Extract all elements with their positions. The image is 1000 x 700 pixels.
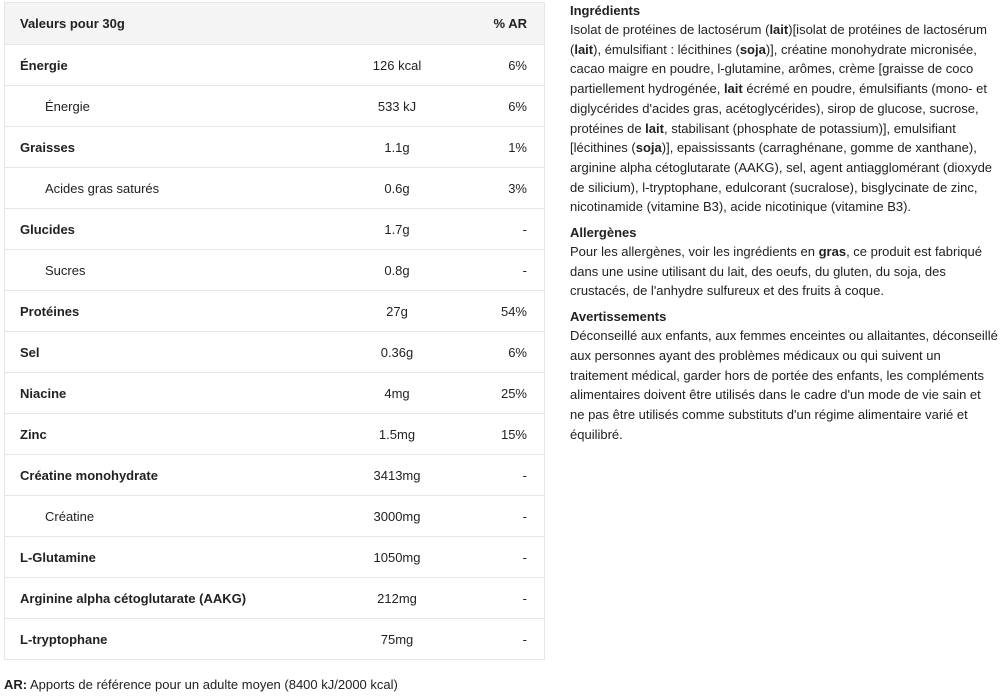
nutrient-name: L-tryptophane [5, 619, 335, 660]
text-segment: , ce produit est fabriqué dans une usine utilisant du lait, des oeufs, du gluten, du soja, des crustacés, de l'anhydre sulfureux et des fruits à coque. [570, 244, 982, 299]
nutrition-table-panel [4, 2, 544, 660]
table-row [5, 332, 545, 373]
table-row [5, 619, 545, 660]
text-segment: , stabilisant (phosphate de potassium)], emulsifiant [lécithines ( [570, 120, 956, 156]
table-row [5, 537, 545, 578]
nutrient-name: Glucides [5, 209, 335, 250]
text-segment: ), émulsifiant : lécithines ( [593, 41, 740, 57]
nutrient-name: Sel [5, 332, 335, 373]
nutrient-name: Énergie [5, 86, 335, 127]
nutrient-name: Sucres [5, 250, 335, 291]
text-segment: )], epaississants (carraghénane, gomme de xanthane), arginine alpha cétoglutarate (AAKG), sel, agent antiagglomérant (dioxyde de silicium), l-tryptophane, edulcorant (sucralose), bisglycinate de zinc, nicotinamide (vitamine B3), acide nicotinique (vitamine B3). [570, 140, 993, 215]
text-segment: )], créatine monohydrate micronisée, cacao maigre en poudre, l-glutamine, arômes, crème [graisse de coco partiellement hydrogénée, [570, 41, 977, 97]
nutrient-ar-percent: 3% [460, 168, 545, 209]
table-row [5, 127, 545, 168]
header-quantity [335, 3, 460, 45]
nutrient-ar-percent: 15% [460, 414, 545, 455]
allergen-highlight: lait [769, 22, 789, 37]
nutrient-quantity: 1.1g [335, 127, 460, 168]
table-row [5, 209, 545, 250]
nutrient-quantity: 533 kJ [335, 86, 460, 127]
text-segment: Isolat de protéines de lactosérum ( [570, 22, 770, 37]
nutrient-ar-percent: 6% [460, 45, 545, 86]
table-row [5, 578, 545, 619]
nutrient-ar-percent: - [460, 578, 545, 619]
allergen-highlight: lait [645, 120, 664, 136]
nutrient-ar-percent: - [460, 455, 545, 496]
table-row [5, 250, 545, 291]
table-row [5, 45, 545, 86]
nutrient-name: L-Glutamine [5, 537, 335, 578]
table-row [5, 168, 545, 209]
allergen-highlight: soja [635, 140, 662, 156]
nutrient-ar-percent: 6% [460, 332, 545, 373]
section-text [570, 242, 998, 301]
product-info-panel [570, 3, 998, 452]
nutrition-table-body [5, 45, 545, 660]
table-row [5, 291, 545, 332]
table-row [5, 455, 545, 496]
text-segment: )[isolat de protéines de lactosérum ( [570, 22, 987, 57]
nutrient-ar-percent: 1% [460, 127, 545, 168]
nutrient-name: Zinc [5, 414, 335, 455]
section-title: Avertissements [570, 309, 667, 325]
text-segment: écrémé en poudre, émulsifiants (mono- et diglycérides d'acides gras, acétoglycérides), sirop de glucose, sucrose, protéines de [570, 81, 987, 136]
allergen-highlight: gras [818, 244, 847, 260]
section-text [570, 326, 998, 444]
table-row [5, 86, 545, 127]
nutrient-name: Protéines [5, 291, 335, 332]
table-row [5, 414, 545, 455]
nutrient-name: Arginine alpha cétoglutarate (AAKG) [5, 578, 335, 619]
nutrient-ar-percent: - [460, 209, 545, 250]
footnote-text: Apports de référence pour un adulte moyen (8400 kJ/2000 kcal) [27, 677, 398, 692]
nutrient-name: Graisses [5, 127, 335, 168]
section-title: Allergènes [570, 225, 637, 241]
nutrient-quantity: 1.5mg [335, 414, 460, 455]
nutrient-ar-percent: - [460, 250, 545, 291]
section-text [570, 20, 998, 217]
nutrient-quantity: 0.8g [335, 250, 460, 291]
nutrient-quantity: 1.7g [335, 209, 460, 250]
nutrient-quantity: 212mg [335, 578, 460, 619]
text-segment: Déconseillé aux enfants, aux femmes enceintes ou allaitantes, déconseillé aux personnes ayant des problèmes médicaux ou qui suivent un traitement médical, garder hors de portée des enfants, les compléments alimentaires doivent être utilisés dans le cadre d'un mode de vie sain et ne pas être utilisés comme substituts d'un régime alimentaire varié et équilibré. [570, 328, 998, 442]
nutrient-name: Créatine monohydrate [5, 455, 335, 496]
ar-footnote [4, 677, 398, 692]
nutrient-ar-percent: - [460, 537, 545, 578]
nutrient-ar-percent: - [460, 619, 545, 660]
table-header-row [5, 3, 545, 45]
allergen-highlight: lait [723, 81, 743, 97]
nutrient-quantity: 4mg [335, 373, 460, 414]
nutrient-name: Acides gras saturés [5, 168, 335, 209]
nutrient-quantity: 1050mg [335, 537, 460, 578]
nutrient-ar-percent: 54% [460, 291, 545, 332]
nutrient-quantity: 75mg [335, 619, 460, 660]
nutrient-ar-percent: - [460, 496, 545, 537]
nutrient-name: Énergie [5, 45, 335, 86]
table-row [5, 496, 545, 537]
allergen-highlight: lait [574, 41, 594, 57]
nutrition-table [4, 2, 545, 660]
allergen-highlight: soja [739, 41, 766, 57]
header-serving-label: Valeurs pour 30g [5, 3, 335, 45]
nutrient-quantity: 3413mg [335, 455, 460, 496]
footnote-label: AR: [4, 677, 28, 692]
nutrient-name: Créatine [5, 496, 335, 537]
text-segment: Pour les allergènes, voir les ingrédients en [570, 244, 819, 260]
nutrient-quantity: 0.36g [335, 332, 460, 373]
header-ar-label: % AR [460, 3, 545, 45]
nutrient-name: Niacine [5, 373, 335, 414]
nutrient-quantity: 3000mg [335, 496, 460, 537]
nutrient-ar-percent: 6% [460, 86, 545, 127]
nutrient-quantity: 27g [335, 291, 460, 332]
nutrient-ar-percent: 25% [460, 373, 545, 414]
section-title: Ingrédients [570, 3, 641, 18]
nutrient-quantity: 0.6g [335, 168, 460, 209]
nutrient-quantity: 126 kcal [335, 45, 460, 86]
table-row [5, 373, 545, 414]
